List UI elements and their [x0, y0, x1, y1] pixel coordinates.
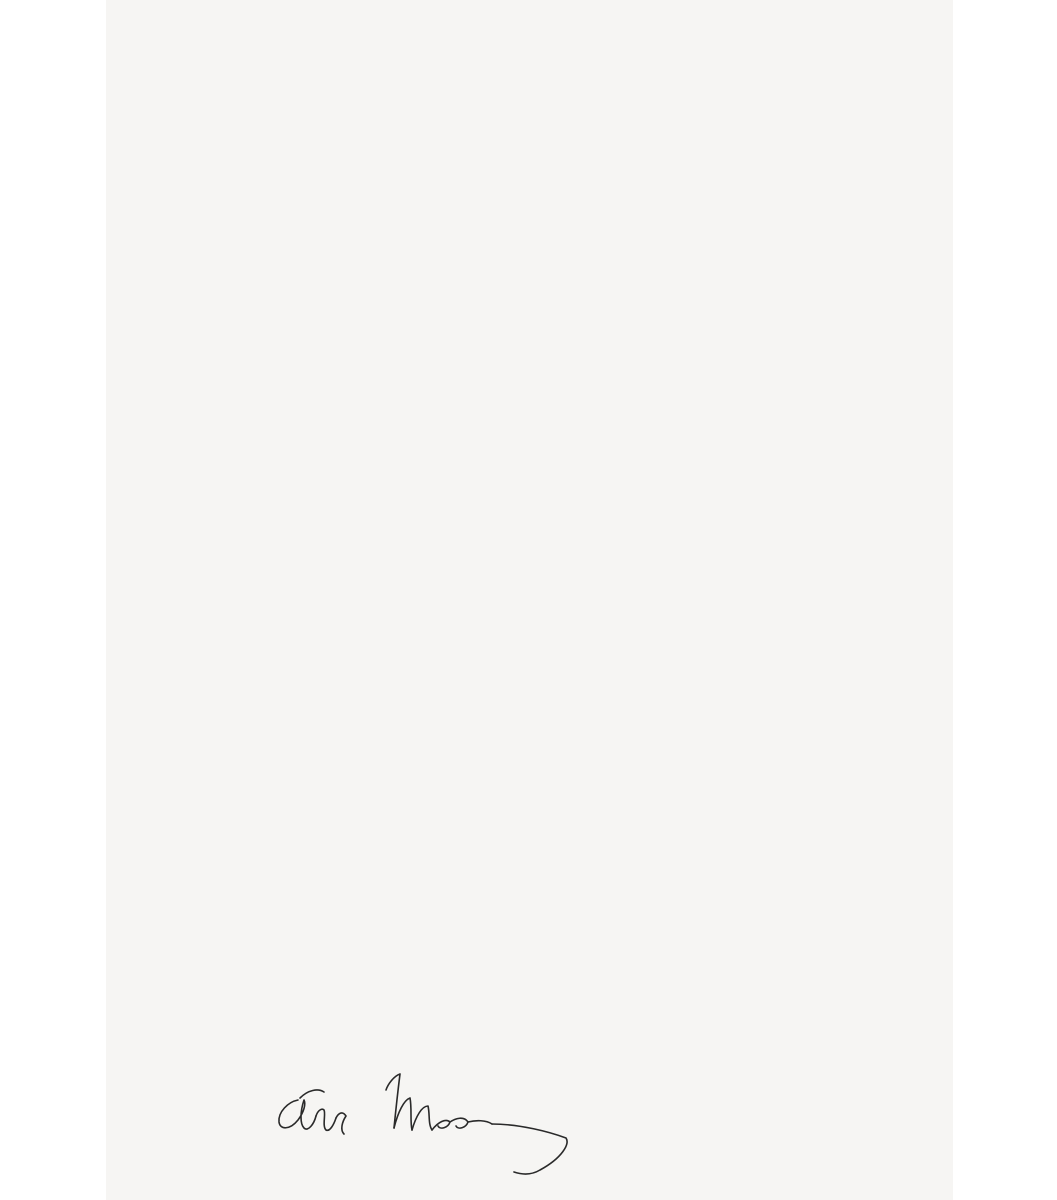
signature-image: [270, 1060, 570, 1180]
paper-sheet: [106, 0, 953, 1200]
